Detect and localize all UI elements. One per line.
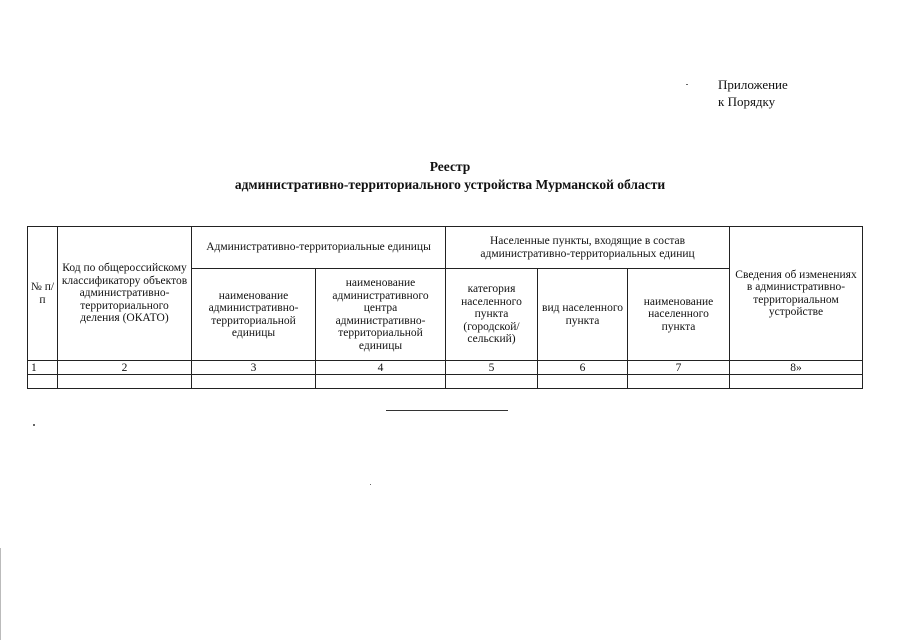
empty-cell bbox=[730, 375, 863, 389]
column-number: 3 bbox=[192, 361, 316, 375]
header-settlements-group: Населенные пункты, входящие в состав административно-территориальных единиц bbox=[446, 227, 730, 269]
empty-cell bbox=[538, 375, 628, 389]
header-settlement-name: наименование населенного пункта bbox=[628, 269, 730, 361]
scan-speck bbox=[686, 84, 688, 85]
empty-cell bbox=[446, 375, 538, 389]
column-number: 4 bbox=[316, 361, 446, 375]
document-title bbox=[150, 158, 750, 194]
title-line-1: Реестр bbox=[429, 159, 471, 174]
column-number: 5 bbox=[446, 361, 538, 375]
column-number: 6 bbox=[538, 361, 628, 375]
header-row-1 bbox=[28, 227, 863, 269]
column-number: 2 bbox=[58, 361, 192, 375]
header-atu-name: наименование административно-территориальной единицы bbox=[192, 269, 316, 361]
header-num: № п/п bbox=[28, 227, 58, 361]
column-numbers-row bbox=[28, 361, 863, 375]
empty-cell bbox=[58, 375, 192, 389]
scan-margin-line bbox=[0, 548, 1, 640]
appendix-reference: к Порядку bbox=[718, 94, 776, 109]
closing-rule bbox=[386, 410, 508, 411]
title-line-2: административно-территориального устройства Мурманской области bbox=[234, 177, 666, 192]
scan-speck bbox=[370, 484, 371, 485]
scan-speck bbox=[33, 424, 35, 426]
appendix-block bbox=[718, 76, 788, 110]
column-number: 7 bbox=[628, 361, 730, 375]
empty-cell bbox=[28, 375, 58, 389]
column-number: 1 bbox=[28, 361, 58, 375]
header-atu-center: наименование административного центра административно-территориальной единицы bbox=[316, 269, 446, 361]
empty-data-row bbox=[28, 375, 863, 389]
header-settlement-type: вид населенного пункта bbox=[538, 269, 628, 361]
header-settlement-category: категория населенного пункта (городской/ сельский) bbox=[446, 269, 538, 361]
empty-cell bbox=[192, 375, 316, 389]
header-changes-info: Сведения об изменениях в административно-территориальном устройстве bbox=[730, 227, 863, 361]
header-okato-code: Код по общероссийскому классификатору объектов административно-территориального деления (ОКАТО) bbox=[58, 227, 192, 361]
registry-table bbox=[27, 226, 863, 389]
column-number: 8» bbox=[730, 361, 863, 375]
empty-cell bbox=[316, 375, 446, 389]
header-atu-group: Административно-территориальные единицы bbox=[192, 227, 446, 269]
empty-cell bbox=[628, 375, 730, 389]
appendix-label: Приложение bbox=[718, 77, 788, 92]
